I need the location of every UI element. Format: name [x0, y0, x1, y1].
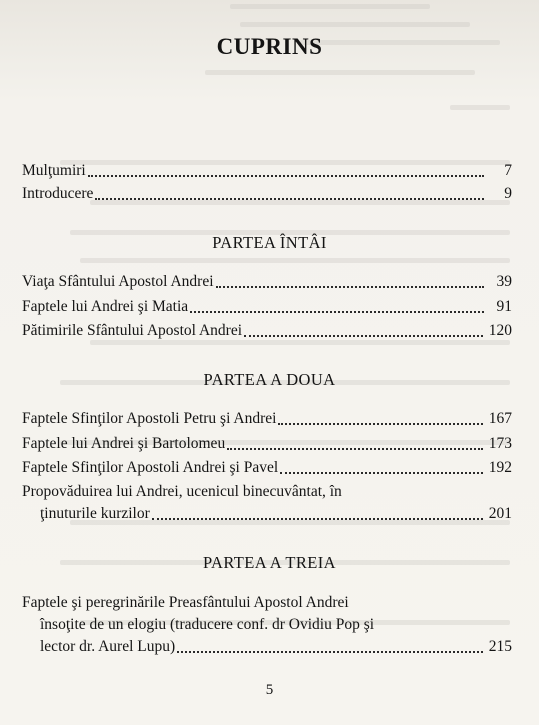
toc-entry-text: Faptele Sfinţilor Apostoli Andrei şi Pavel	[22, 459, 279, 476]
toc-entry-page: 120	[488, 322, 512, 339]
part-heading-1: PARTEA ÎNTÂI	[212, 233, 327, 252]
dot-leader	[190, 310, 484, 313]
toc-entry-introducere	[22, 184, 512, 204]
toc-entry-continuation	[22, 636, 512, 658]
toc-entry-petru-andrei	[22, 409, 512, 429]
toc-entry-page: 201	[488, 505, 512, 522]
toc-entry-page: 9	[504, 185, 512, 202]
toc-entry-viata	[22, 272, 512, 292]
dot-leader	[244, 334, 483, 337]
toc-entry-text: Pătimirile Sfântului Apostol Andrei	[22, 322, 243, 339]
toc-entry-page: 91	[496, 298, 512, 315]
toc-entry-continuation	[22, 503, 512, 525]
toc-entry-text: ţinuturile kurzilor	[40, 505, 150, 522]
dot-leader	[278, 422, 482, 425]
toc-entry-page: 39	[496, 273, 512, 290]
dot-leader	[280, 471, 483, 474]
part-heading-3: PARTEA A TREIA	[203, 553, 336, 572]
toc-entry-text: lector dr. Aurel Lupu)	[40, 638, 176, 655]
toc-entry-andrei-pavel	[22, 458, 512, 478]
toc-entry-text: Faptele lui Andrei şi Matia	[22, 298, 189, 315]
dot-leader	[216, 285, 484, 288]
toc-entry-text: Mulţumiri	[22, 162, 86, 179]
toc-entry-page: 173	[488, 435, 512, 452]
toc-entry-text: însoţite de un elogiu (traducere conf. dr Ovidiu Pop şi	[40, 616, 375, 633]
toc-entry-matia	[22, 297, 512, 317]
toc-entry-page: 192	[488, 459, 512, 476]
dot-leader	[152, 517, 483, 520]
toc-entry-propovaduirea	[22, 481, 512, 525]
toc-entry-page: 167	[488, 410, 512, 427]
toc-entry-multumiri	[22, 161, 512, 181]
dot-leader	[227, 447, 483, 450]
toc-entry-text: Viaţa Sfântului Apostol Andrei	[22, 273, 214, 290]
toc-entry-text: Faptele Sfinţilor Apostoli Petru şi Andrei	[22, 410, 277, 427]
toc-entry-text: Faptele lui Andrei şi Bartolomeu	[22, 435, 226, 452]
page-number: 5	[265, 682, 274, 698]
toc-entry-page: 215	[488, 638, 512, 655]
toc-entry-text: Introducere	[22, 185, 94, 202]
dot-leader	[95, 197, 484, 200]
dot-leader	[177, 650, 483, 653]
toc-title: CUPRINS	[216, 34, 323, 59]
toc-entry-page: 7	[504, 162, 512, 179]
part-heading-2: PARTEA A DOUA	[203, 370, 336, 389]
toc-entry-patimirile	[22, 321, 512, 341]
toc-entry-text: Propovăduirea lui Andrei, ucenicul binecuvântat, în	[22, 483, 342, 500]
toc-entry-bartolomeu	[22, 434, 512, 454]
toc-entry-peregrinarile	[22, 592, 512, 658]
dot-leader	[88, 174, 484, 177]
toc-entry-text: Faptele şi peregrinările Preasfântului Apostol Andrei	[22, 594, 349, 611]
